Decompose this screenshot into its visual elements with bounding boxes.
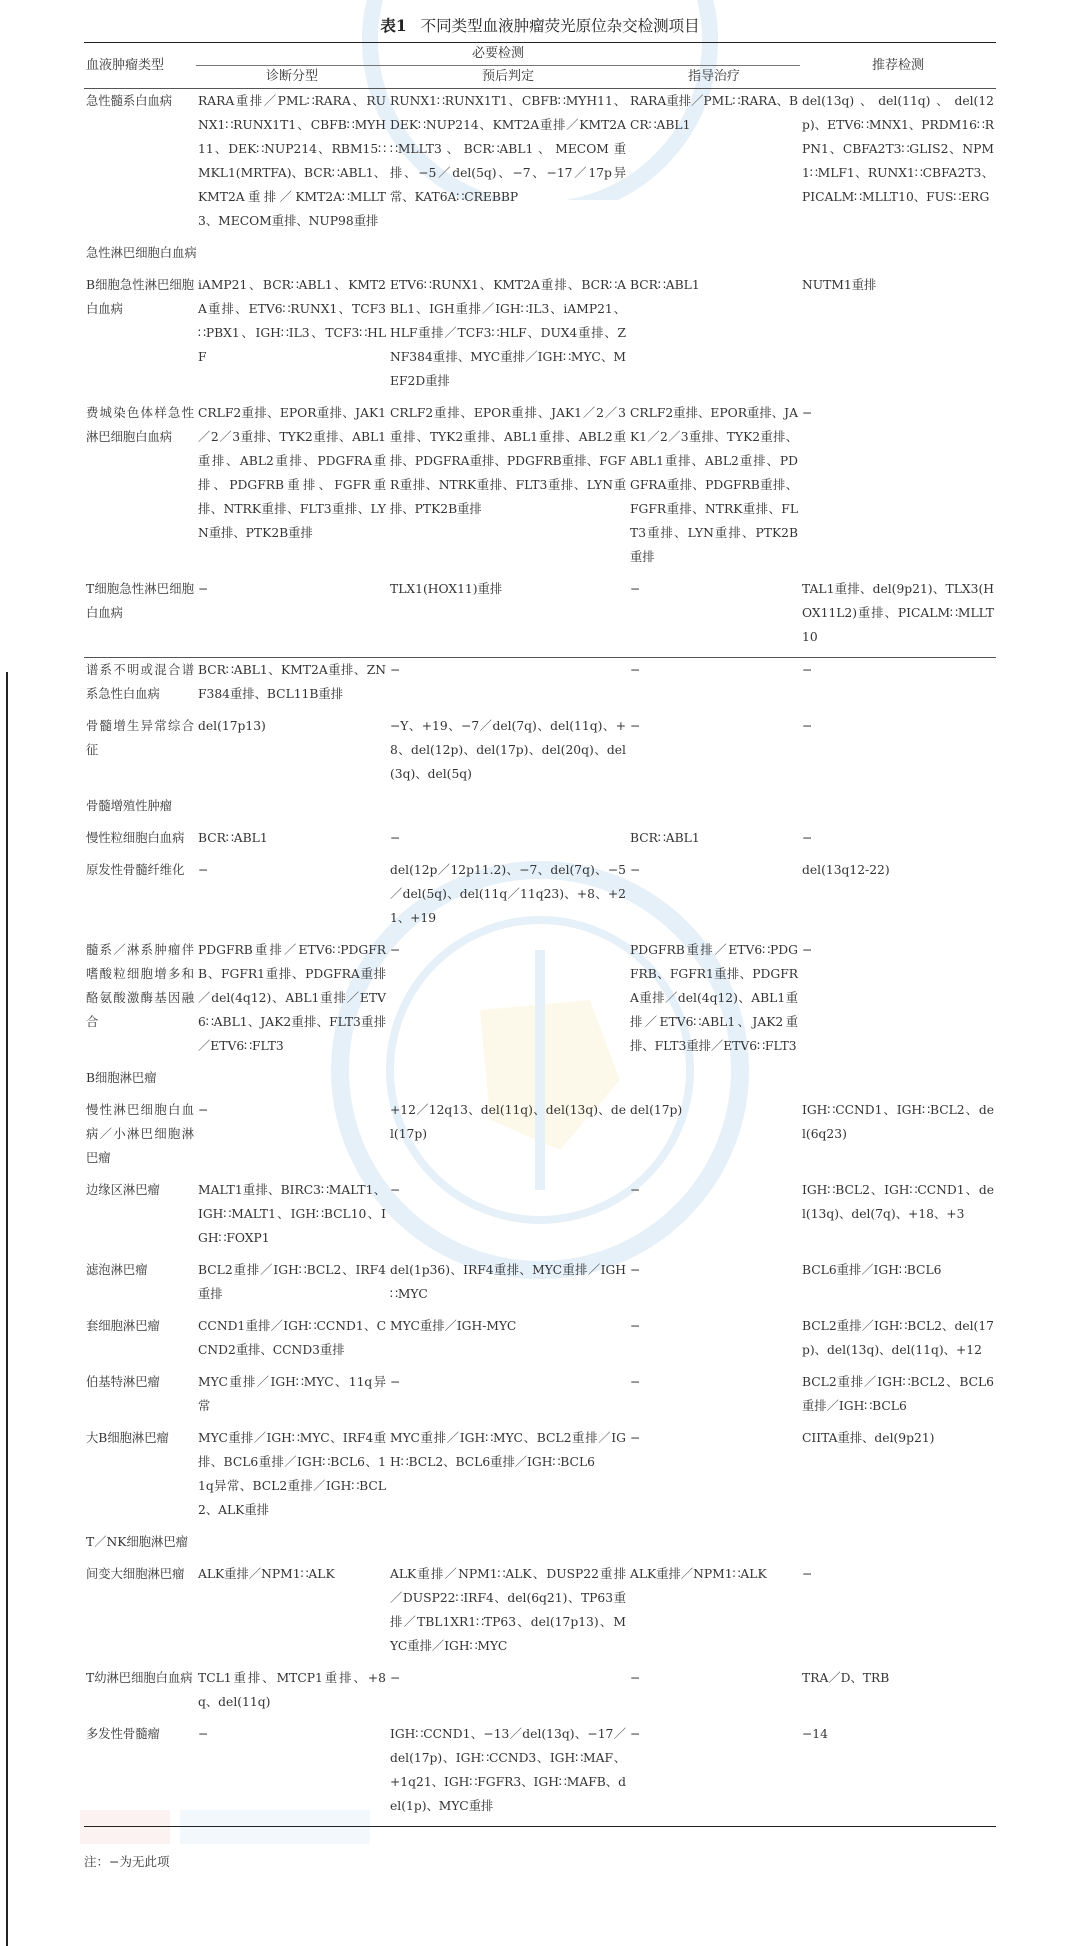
diagnosis-cell: − [198,582,209,596]
table-row [84,714,996,794]
treatment-cell: − [628,1722,800,1827]
diagnosis-cell: MALT1重排、BIRC3∷MALT1、IGH∷MALT1、IGH∷BCL10、IGH∷FOXP1 [198,1183,386,1245]
table-number: 表1 [380,16,407,35]
diagnosis-cell: CRLF2重排、EPOR重排、JAK1／2／3重排、TYK2重排、ABL1重排、ABL2重排、PDGFRA重排、PDGFRB重排、FGFR重排、NTRK重排、FLT3重排、LYN重排、PTK2B重排 [198,406,386,540]
recommended-cell: − [802,943,813,957]
prognosis-cell: − [388,658,628,715]
table-row [84,1098,996,1178]
table-row [84,658,996,715]
tumor-type-cell: 原发性骨髓纤维化 [86,863,185,877]
diagnosis-cell: del(17p13) [198,719,266,733]
tumor-type-cell: 慢性淋巴细胞白血病／小淋巴细胞淋巴瘤 [86,1103,194,1165]
tumor-type-cell: 骨髓增生异常综合征 [86,719,194,757]
recommended-cell: −14 [800,1722,996,1827]
tumor-type-cell: 急性淋巴细胞白血病 [86,246,197,260]
fish-test-table [84,42,996,1827]
diagnosis-cell: ALK重排／NPM1∷ALK [198,1567,335,1581]
treatment-cell: − [628,658,800,715]
diagnosis-cell: BCR∷ABL1 [198,831,268,845]
tumor-type-cell: 大B细胞淋巴瘤 [86,1431,169,1445]
treatment-cell: − [630,1671,641,1685]
tumor-type-cell: 费城染色体样急性淋巴细胞白血病 [86,406,194,444]
table-row [84,826,996,858]
treatment-cell: − [630,863,641,877]
diagnosis-cell: − [198,1103,209,1117]
diagnosis-cell: iAMP21、BCR∷ABL1、KMT2A重排、ETV6∷RUNX1、TCF3∷PBX1、IGH∷IL3、TCF3∷HLF [198,278,386,364]
tumor-type-cell: T／NK细胞淋巴瘤 [86,1535,188,1549]
treatment-cell: − [630,719,641,733]
diagnosis-cell: TCL1重排、MTCP1重排、+8q、del(11q) [198,1671,386,1709]
table-row [84,1314,996,1370]
tumor-type-cell: 间变大细胞淋巴瘤 [86,1567,185,1581]
prognosis-cell: MYC重排／IGH-MYC [390,1319,517,1333]
tumor-type-cell: 套细胞淋巴瘤 [86,1319,160,1333]
prognosis-cell: del(1p36)、IRF4重排、MYC重排／IGH∷MYC [390,1263,626,1301]
diagnosis-cell: MYC重排／IGH∷MYC、IRF4重排、BCL6重排／IGH∷BCL6、11q异常、BCL2重排／IGH∷BCL2、ALK重排 [198,1431,386,1517]
diagnosis-cell: RARA重排／PML∷RARA、RUNX1∷RUNX1T1、CBFB∷MYH11、DEK∷NUP214、RBM15∷MKL1(MRTFA)、BCR∷ABL1、KMT2A重排／KMT2A∷MLLT3、MECOM重排、NUP98重排 [198,94,386,228]
prognosis-cell: CRLF2重排、EPOR重排、JAK1／2／3重排、TYK2重排、ABL1重排、ABL2重排、PDGFRA重排、PDGFRB重排、FGFR重排、NTRK重排、FLT3重排、LYN重排、PTK2B重排 [390,406,626,516]
table-row [84,1370,996,1426]
table-row [84,938,996,1066]
table-row [84,1426,996,1530]
prognosis-cell: ETV6∷RUNX1、KMT2A重排、BCR∷ABL1、IGH重排／IGH∷IL3、iAMP21、HLF重排／TCF3∷HLF、DUX4重排、ZNF384重排、MYC重排／IGH∷MYC、MEF2D重排 [390,278,626,388]
recommended-cell: − [802,831,813,845]
tumor-type-cell: 滤泡淋巴瘤 [86,1263,148,1277]
header-required: 必要检测 [196,43,800,66]
table-row [84,1722,996,1827]
prognosis-cell: − [390,1375,401,1389]
tumor-type-cell: B细胞急性淋巴细胞白血病 [86,278,194,316]
treatment-cell: BCR∷ABL1 [630,831,700,845]
header-diagnosis: 诊断分型 [196,66,388,89]
page-edge-line [6,672,8,1946]
treatment-cell: − [630,1183,641,1197]
prognosis-cell: TLX1(HOX11)重排 [390,582,503,596]
diagnosis-cell: − [198,863,209,877]
tumor-type-cell: 骨髓增殖性肿瘤 [86,799,173,813]
treatment-cell: − [630,1375,641,1389]
treatment-cell: − [630,1319,641,1333]
recommended-cell: − [802,719,813,733]
prognosis-cell: +12／12q13、del(11q)、del(13q)、del(17p) [390,1103,626,1141]
table-title [0,14,1080,36]
prognosis-cell: −Y、+19、−7／del(7q)、del(11q)、+8、del(12p)、del(17p)、del(20q)、del(3q)、del(5q) [390,719,626,781]
tumor-type-cell: T细胞急性淋巴细胞白血病 [86,582,194,620]
treatment-cell: RARA重排／PML∷RARA、BCR∷ABL1 [630,94,798,132]
tumor-type-cell: 伯基特淋巴瘤 [86,1375,160,1389]
table-category-row [84,794,996,826]
diagnosis-cell: − [196,1722,388,1827]
table-row [84,1562,996,1666]
recommended-cell: BCL6重排／IGH∷BCL6 [802,1263,942,1277]
recommended-cell: CIITA重排、del(9p21) [802,1431,935,1445]
recommended-cell: TRA／D、TRB [802,1671,890,1685]
header-prognosis: 预后判定 [388,66,628,89]
diagnosis-cell: MYC重排／IGH∷MYC、11q异常 [198,1375,386,1413]
table-category-row [84,1530,996,1562]
tumor-type-cell: T幼淋巴细胞白血病 [86,1671,193,1685]
table-row [84,273,996,401]
treatment-cell: − [630,582,641,596]
table-row [84,1666,996,1722]
table-row [84,1178,996,1258]
diagnosis-cell: PDGFRB重排／ETV6∷PDGFRB、FGFR1重排、PDGFRA重排／del(4q12)、ABL1重排／ETV6∷ABL1、JAK2重排、FLT3重排／ETV6∷FLT3 [198,943,386,1053]
treatment-cell: ALK重排／NPM1∷ALK [630,1567,767,1581]
table-category-row [84,241,996,273]
recommended-cell: IGH∷BCL2、IGH∷CCND1、del(13q)、del(7q)、+18、+3 [802,1183,994,1221]
prognosis-cell: del(12p／12p11.2)、−7、del(7q)、−5／del(5q)、del(11q／11q23)、+8、+21、+19 [390,863,626,925]
treatment-cell: CRLF2重排、EPOR重排、JAK1／2／3重排、TYK2重排、ABL1重排、ABL2重排、PDGFRA重排、PDGFRB重排、FGFR重排、NTRK重排、FLT3重排、LYN重排、PTK2B重排 [630,406,798,564]
diagnosis-cell: BCR∷ABL1、KMT2A重排、ZNF384重排、BCL11B重排 [196,658,388,715]
tumor-type-cell: B细胞淋巴瘤 [86,1071,157,1085]
tumor-type-cell: 髓系／淋系肿瘤伴嗜酸粒细胞增多和酪氨酸激酶基因融合 [86,943,194,1029]
table-row [84,577,996,658]
prognosis-cell: − [390,1671,401,1685]
prognosis-cell: IGH∷CCND1、−13／del(13q)、−17／del(17p)、IGH∷CCND3、IGH∷MAF、+1q21、IGH∷FGFR3、IGH∷MAFB、del(1p)、MYC重排 [388,1722,628,1827]
tumor-type-cell: 边缘区淋巴瘤 [86,1183,160,1197]
header-type: 血液肿瘤类型 [84,43,196,89]
tumor-type-cell: 急性髓系白血病 [86,94,173,108]
table-row [84,401,996,577]
table-footnote: 注：−为无此项 [84,1854,170,1869]
recommended-cell: del(13q)、del(11q)、del(12p)、ETV6∷MNX1、PRDM16∷RPN1、CBFA2T3∷GLIS2、NPM1∷MLF1、RUNX1∷CBFA2T3、PICALM∷MLLT10、FUS∷ERG [802,94,994,204]
prognosis-cell: − [390,831,401,845]
table-category-row [84,1066,996,1098]
prognosis-cell: RUNX1∷RUNX1T1、CBFB∷MYH11、DEK∷NUP214、KMT2A重排／KMT2A∷MLLT3、BCR∷ABL1、MECOM重排、−5／del(5q)、−7、−17／17p异常、KAT6A∷CREBBP [390,94,626,204]
treatment-cell: BCR∷ABL1 [630,278,700,292]
recommended-cell: BCL2重排／IGH∷BCL2、del(17p)、del(13q)、del(11q)、+12 [802,1319,994,1357]
table-caption: 不同类型血液肿瘤荧光原位杂交检测项目 [420,17,700,35]
recommended-cell: − [800,658,996,715]
diagnosis-cell: CCND1重排／IGH∷CCND1、CCND2重排、CCND3重排 [198,1319,386,1357]
recommended-cell: − [802,1567,813,1581]
table-row [84,89,996,242]
treatment-cell: − [630,1263,641,1277]
recommended-cell: NUTM1重排 [802,278,877,292]
recommended-cell: TAL1重排、del(9p21)、TLX3(HOX11L2)重排、PICALM∷MLLT10 [802,582,994,644]
treatment-cell: − [630,1431,641,1445]
recommended-cell: BCL2重排／IGH∷BCL2、BCL6重排／IGH∷BCL6 [802,1375,994,1413]
prognosis-cell: − [390,943,401,957]
table-row [84,858,996,938]
treatment-cell: PDGFRB重排／ETV6∷PDGFRB、FGFR1重排、PDGFRA重排／del(4q12)、ABL1重排／ETV6∷ABL1、JAK2重排、FLT3重排／ETV6∷FLT3 [630,943,798,1053]
recommended-cell: del(13q12-22) [802,863,890,877]
header-treatment: 指导治疗 [628,66,800,89]
tumor-type-cell: 慢性粒细胞白血病 [86,831,185,845]
prognosis-cell: MYC重排／IGH∷MYC、BCL2重排／IGH∷BCL2、BCL6重排／IGH∷BCL6 [390,1431,626,1469]
prognosis-cell: ALK重排／NPM1∷ALK、DUSP22重排／DUSP22∷IRF4、del(6q21)、TP63重排／TBL1XR1∷TP63、del(17p13)、MYC重排／IGH∷MYC [390,1567,626,1653]
recommended-cell: − [802,406,813,420]
recommended-cell: IGH∷CCND1、IGH∷BCL2、del(6q23) [802,1103,994,1141]
tumor-type-cell: 谱系不明或混合谱系急性白血病 [84,658,196,715]
treatment-cell: del(17p) [630,1103,683,1117]
prognosis-cell: − [390,1183,401,1197]
tumor-type-cell: 多发性骨髓瘤 [84,1722,196,1827]
header-recommended: 推荐检测 [800,43,996,89]
diagnosis-cell: BCL2重排／IGH∷BCL2、IRF4重排 [198,1263,386,1301]
table-row [84,1258,996,1314]
